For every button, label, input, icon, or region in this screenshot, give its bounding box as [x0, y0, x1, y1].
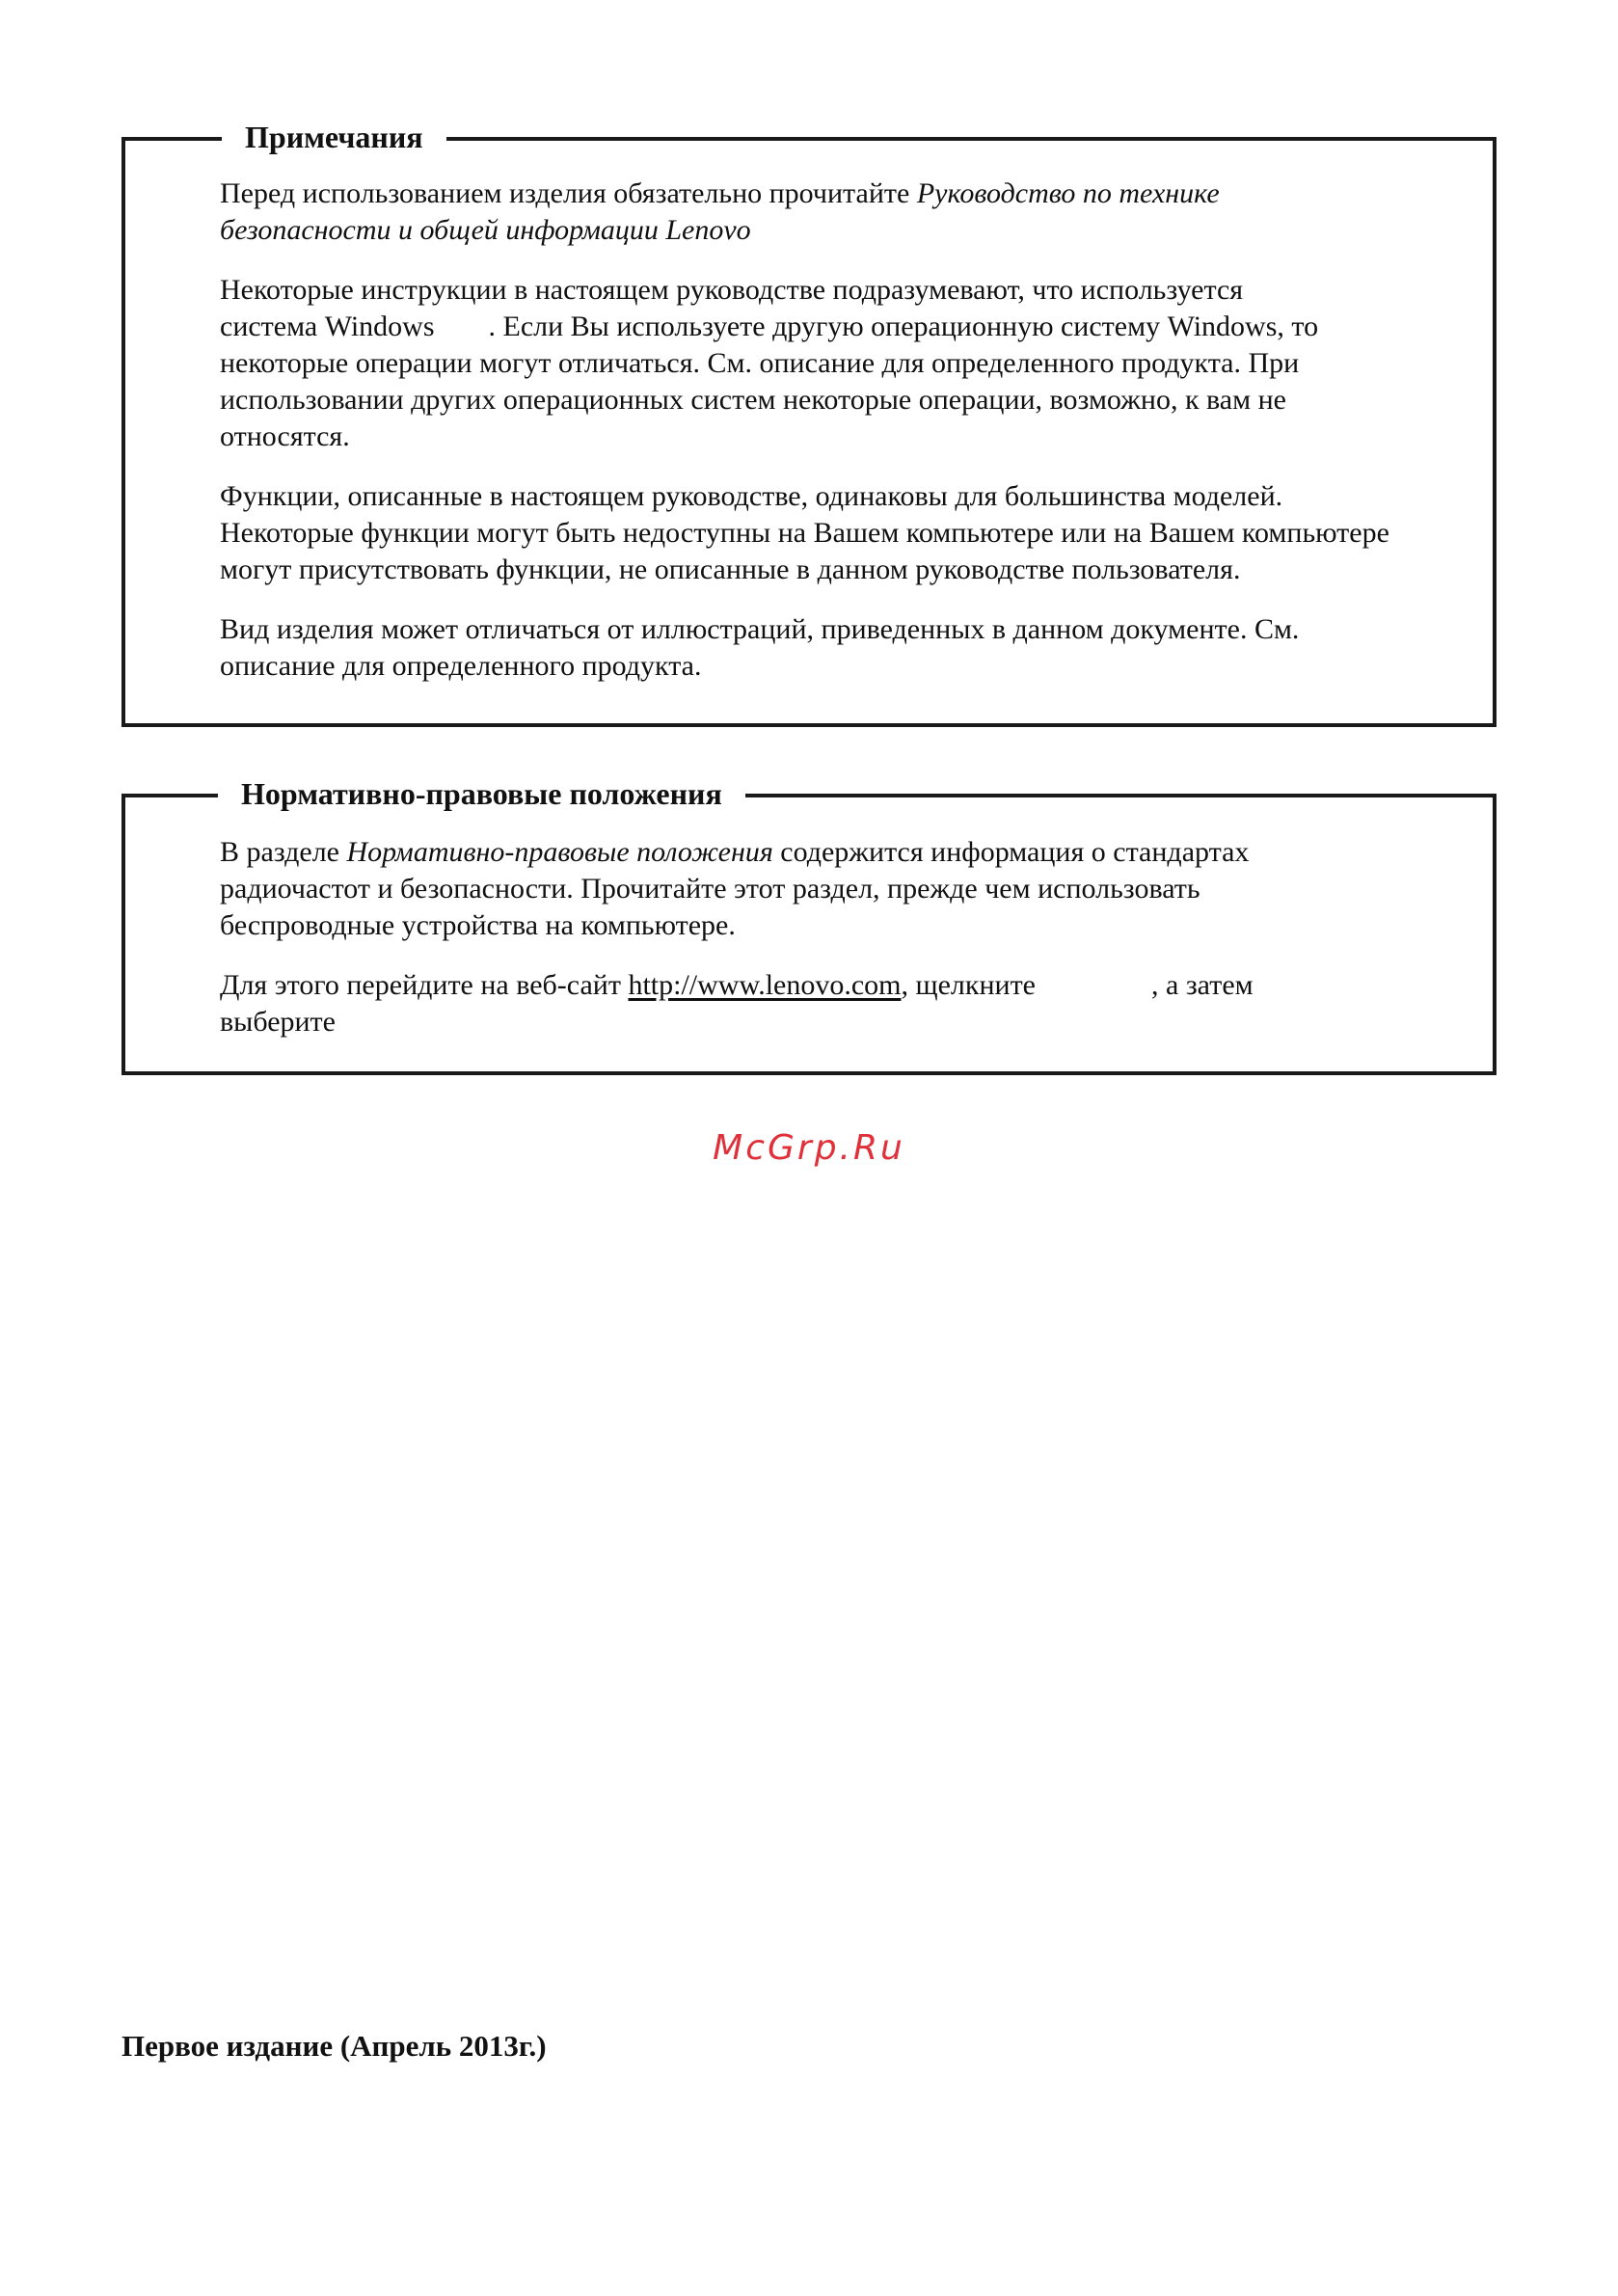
text-run: В разделе	[220, 836, 347, 868]
regulatory-box	[121, 776, 1497, 1075]
text-run: система Windows	[220, 311, 435, 342]
text-line: некоторые операции могут отличаться. См. описание для определенного продукта. При	[220, 347, 1300, 379]
text-line: могут присутствовать функции, не описанные в данном руководстве пользователя.	[220, 554, 1241, 585]
notes-box	[121, 120, 1497, 727]
text-line: выберите	[220, 1006, 336, 1038]
regulatory-title: Нормативно-правовые положения	[218, 774, 745, 813]
text-line: использовании других операционных систем некоторые операции, возможно, к вам не	[220, 384, 1286, 416]
text-run: содержится информация о стандартах	[772, 836, 1250, 868]
text-run: . Если Вы используете другую операционную систему Windows, то	[488, 311, 1319, 342]
text-line	[220, 967, 1454, 1004]
text-run: Для этого перейдите на веб-сайт	[220, 969, 629, 1001]
text-line: радиочастот и безопасности. Прочитайте этот раздел, прежде чем использовать	[220, 873, 1200, 905]
notes-paragraph-windows	[220, 272, 1454, 455]
edition-note: Первое издание (Апрель 2013г.)	[121, 2029, 547, 2063]
regulatory-body	[220, 834, 1454, 1064]
notes-paragraph-features	[220, 478, 1454, 588]
guide-title-italic: Руководство по технике	[916, 177, 1220, 209]
regulatory-section-italic: Нормативно-правовые положения	[346, 836, 773, 868]
text-line: Некоторые инструкции в настоящем руководстве подразумевают, что используется	[220, 274, 1244, 306]
notes-paragraph-appearance	[220, 611, 1454, 685]
text-line: беспроводные устройства на компьютере.	[220, 909, 736, 941]
text-run: , а затем	[1151, 969, 1254, 1001]
regulatory-paragraph-website	[220, 967, 1454, 1040]
text-line	[220, 309, 1454, 345]
text-line: Некоторые функции могут быть недоступны на Вашем компьютере или на Вашем компьютере	[220, 517, 1389, 549]
notes-body	[220, 176, 1454, 708]
text-line: Функции, описанные в настоящем руководстве, одинаковы для большинства моделей.	[220, 480, 1283, 512]
notes-title: Примечания	[222, 118, 446, 156]
text-run: , щелкните	[901, 969, 1036, 1001]
text-run: Перед использованием изделия обязательно прочитайте	[220, 177, 917, 209]
notes-paragraph-safety	[220, 176, 1454, 249]
text-line	[220, 834, 1454, 871]
guide-title-italic: безопасности и общей информации Lenovo	[220, 214, 751, 246]
text-line: описание для определенного продукта.	[220, 650, 702, 682]
text-line: Вид изделия может отличаться от иллюстраций, приведенных в данном документе. См.	[220, 613, 1300, 645]
regulatory-paragraph-info	[220, 834, 1454, 944]
text-line	[220, 176, 1454, 212]
lenovo-website-link[interactable]: http://www.lenovo.com	[628, 969, 902, 1001]
watermark: McGrp.Ru	[713, 1128, 905, 1168]
text-line: относятся.	[220, 420, 350, 452]
